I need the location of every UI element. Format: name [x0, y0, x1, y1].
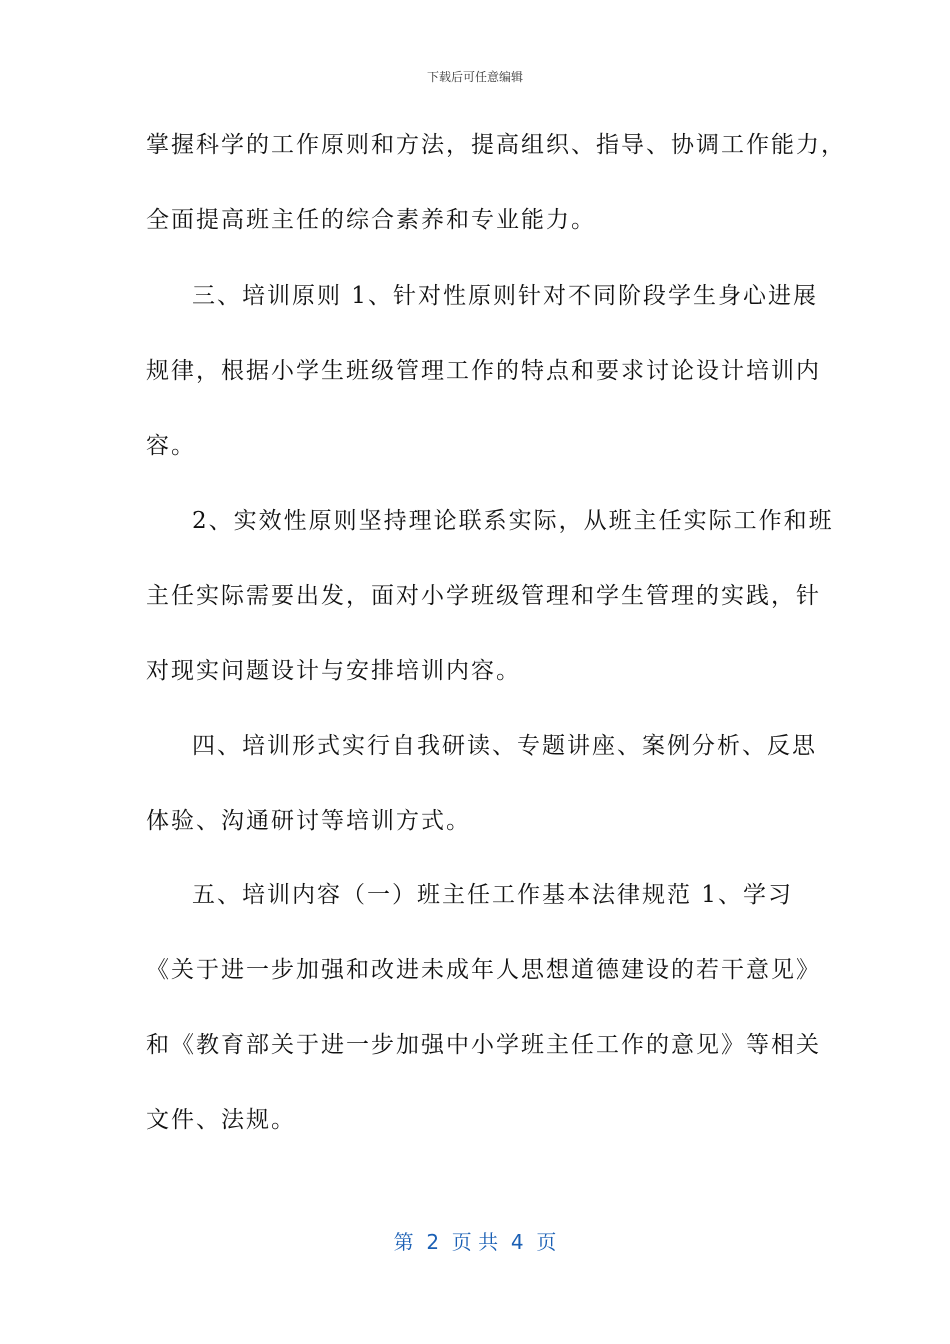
body-line: 《关于进一步加强和改进未成年人思想道德建设的若干意见》 — [146, 957, 821, 983]
body-line: 五、培训内容（一）班主任工作基本法律规范 1、学习 — [192, 882, 793, 908]
body-line: 体验、沟通研讨等培训方式。 — [146, 808, 471, 834]
body-line: 主任实际需要出发，面对小学班级管理和学生管理的实践，针 — [146, 583, 821, 609]
body-line: 容。 — [146, 433, 196, 459]
body-line: 四、培训形式实行自我研读、专题讲座、案例分析、反思 — [192, 733, 817, 759]
body-line: 规律，根据小学生班级管理工作的特点和要求讨论设计培训内 — [146, 358, 821, 384]
body-line: 和《教育部关于进一步加强中小学班主任工作的意见》等相关 — [146, 1032, 821, 1058]
body-line: 文件、法规。 — [146, 1107, 296, 1133]
page-header: 下载后可任意编辑 — [426, 70, 523, 84]
body-line: 掌握科学的工作原则和方法，提高组织、指导、协调工作能力， — [146, 132, 846, 158]
body-line: 2、实效性原则坚持理论联系实际，从班主任实际工作和班 — [192, 508, 834, 534]
body-line: 对现实问题设计与安排培训内容。 — [146, 658, 521, 684]
page-number: 第 2 页 共 4 页 — [393, 1230, 557, 1254]
body-line: 全面提高班主任的综合素养和专业能力。 — [146, 207, 596, 233]
body-line: 三、培训原则 1、针对性原则针对不同阶段学生身心进展 — [192, 283, 818, 309]
